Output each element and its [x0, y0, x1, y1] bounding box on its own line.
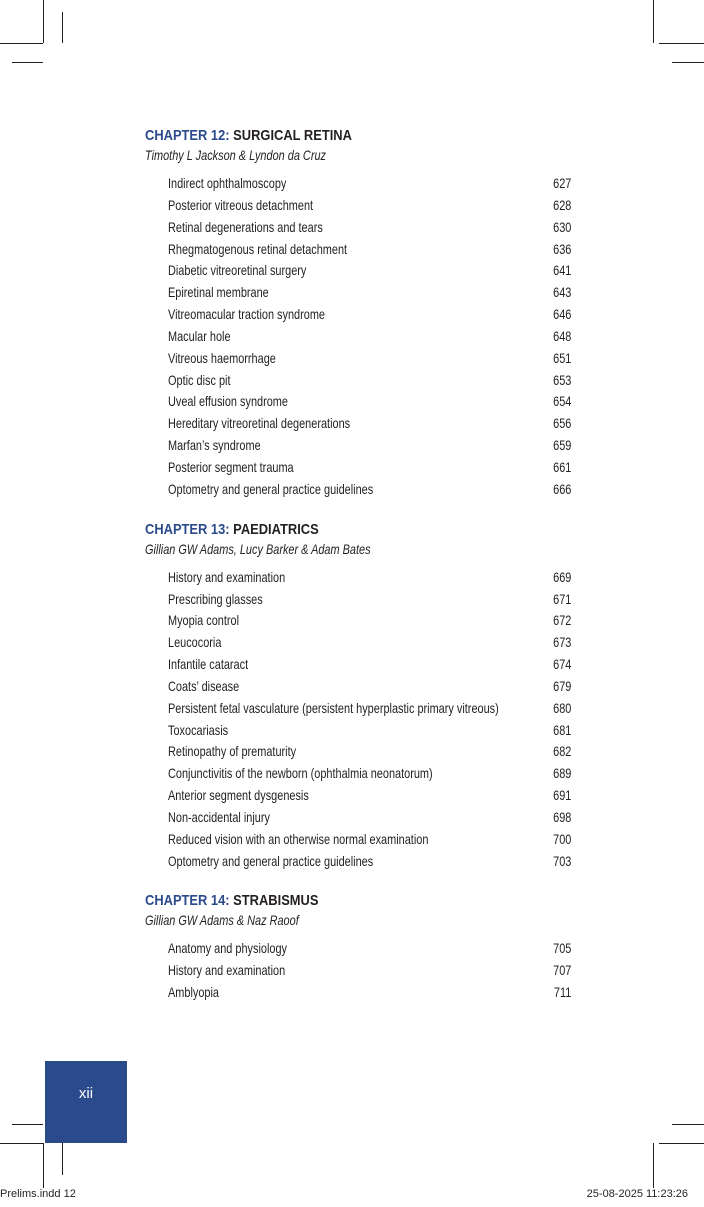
chapter-title: STRABISMUS	[233, 892, 319, 910]
chapter-title: PAEDIATRICS	[233, 520, 319, 538]
toc-entry-page: 627	[552, 175, 571, 191]
toc-entry	[145, 763, 571, 785]
toc-entry-title: Optometry and general practice guidelines	[168, 852, 374, 869]
toc-entry-page: 661	[552, 458, 571, 475]
toc-entry-page: 643	[552, 284, 571, 301]
chapter-section	[145, 521, 571, 873]
crop-mark	[43, 1143, 44, 1188]
toc-entry-title: Non-accidental injury	[168, 808, 270, 825]
crop-mark	[653, 1143, 654, 1188]
toc-entry-title: Conjunctivitis of the newborn (ophthalmia neonatorum)	[168, 765, 433, 782]
toc-entry-title: Posterior segment trauma	[168, 458, 294, 475]
page-number: xii	[78, 1085, 94, 1102]
toc-entry	[145, 217, 571, 239]
chapter-number: CHAPTER 13:	[145, 520, 230, 538]
toc-entry-page: 653	[552, 371, 571, 388]
toc-entry	[145, 654, 571, 676]
toc-entry-title: Toxocariasis	[168, 721, 229, 738]
crop-mark	[43, 0, 44, 43]
toc-entry-title: Myopia control	[168, 612, 240, 629]
toc-entry	[145, 785, 571, 807]
toc-entry	[145, 391, 571, 413]
toc-entry	[145, 173, 571, 195]
toc-entry-title: Rhegmatogenous retinal detachment	[168, 240, 348, 257]
toc-entry-title: History and examination	[168, 962, 286, 979]
crop-mark	[653, 0, 654, 43]
toc-entry-page: 673	[552, 634, 571, 651]
toc-list	[145, 173, 571, 501]
toc-entry	[145, 413, 571, 435]
toc-entry	[145, 239, 571, 261]
toc-list	[145, 938, 571, 1004]
toc-entry	[145, 260, 571, 282]
chapter-authors: Gillian GW Adams, Lucy Barker & Adam Bates	[145, 540, 371, 557]
chapter-authors: Gillian GW Adams & Naz Raoof	[145, 912, 299, 929]
crop-mark	[12, 1124, 43, 1125]
toc-entry-title: Anterior segment dysgenesis	[168, 787, 309, 804]
toc-entry-page: 703	[552, 852, 571, 869]
toc-entry-page: 711	[553, 984, 571, 1001]
toc-entry-title: Indirect ophthalmoscopy	[168, 175, 287, 191]
toc-entry	[145, 741, 571, 763]
toc-entry-title: Retinopathy of prematurity	[168, 743, 297, 760]
toc-entry-page: 666	[552, 480, 571, 497]
toc-entry	[145, 348, 571, 370]
toc-entry-title: Reduced vision with an otherwise normal examination	[168, 830, 429, 847]
page-number-tab	[45, 1061, 127, 1143]
toc-entry-page: 656	[552, 415, 571, 432]
toc-entry-title: Vitreous haemorrhage	[168, 349, 276, 366]
toc-entry-title: Leucocoria	[168, 634, 222, 651]
toc-entry-page: 682	[552, 743, 571, 760]
toc-entry-title: Prescribing glasses	[168, 590, 263, 607]
crop-mark	[672, 62, 704, 63]
chapter-heading	[145, 127, 511, 145]
toc-entry-page: 674	[552, 656, 571, 673]
toc-entry-title: Optic disc pit	[168, 371, 231, 388]
toc-entry	[145, 632, 571, 654]
toc-entry	[145, 807, 571, 829]
toc-entry-title: Retinal degenerations and tears	[168, 218, 323, 235]
toc-entry-page: 630	[552, 218, 571, 235]
toc-entry	[145, 960, 571, 982]
toc-entry-page: 648	[552, 327, 571, 344]
crop-mark	[12, 62, 43, 63]
toc-entry-page: 700	[552, 830, 571, 847]
crop-mark	[62, 1143, 63, 1175]
crop-mark	[0, 1143, 43, 1144]
chapter-heading	[145, 521, 511, 539]
toc-entry-title: Anatomy and physiology	[168, 940, 287, 957]
toc-entry	[145, 195, 571, 217]
toc-entry-page: 689	[552, 765, 571, 782]
crop-mark	[659, 43, 704, 44]
toc-entry	[145, 479, 571, 501]
toc-entry	[145, 982, 571, 1004]
chapter-heading	[145, 892, 511, 910]
toc-entry-page: 672	[552, 612, 571, 629]
toc-entry	[145, 676, 571, 698]
toc-entry	[145, 829, 571, 851]
toc-entry-title: Diabetic vitreoretinal surgery	[168, 262, 307, 279]
toc-entry	[145, 370, 571, 392]
toc-entry-page: 651	[552, 349, 571, 366]
toc-entry-title: Marfan’s syndrome	[168, 437, 261, 454]
toc-entry	[145, 610, 571, 632]
toc-entry	[145, 567, 571, 589]
toc-entry	[145, 304, 571, 326]
toc-entry	[145, 851, 571, 873]
toc-entry-title: Infantile cataract	[168, 656, 249, 673]
crop-mark	[62, 12, 63, 43]
toc-entry-title: Hereditary vitreoretinal degenerations	[168, 415, 351, 432]
toc-entry-title: Persistent fetal vasculature (persistent hyperplastic primary vitreous)	[168, 699, 499, 716]
slug-timestamp: 25-08-2025 11:23:26	[586, 1188, 688, 1200]
toc-entry-title: History and examination	[168, 568, 286, 585]
toc-entry-page: 691	[552, 787, 571, 804]
toc-entry	[145, 698, 571, 720]
toc-list	[145, 567, 571, 873]
toc-entry-page: 669	[552, 568, 571, 585]
crop-mark	[672, 1124, 704, 1125]
crop-mark	[0, 43, 43, 44]
toc-entry-title: Macular hole	[168, 327, 231, 344]
chapter-number: CHAPTER 14:	[145, 892, 230, 910]
toc-entry-title: Coats’ disease	[168, 677, 240, 694]
toc-entry-page: 680	[552, 699, 571, 716]
chapter-title: SURGICAL RETINA	[233, 127, 352, 144]
toc-entry	[145, 457, 571, 479]
toc-entry-page: 681	[552, 721, 571, 738]
crop-mark	[659, 1143, 704, 1144]
toc-entry-page: 654	[552, 393, 571, 410]
toc-entry	[145, 435, 571, 457]
toc-entry	[145, 589, 571, 611]
toc-entry-title: Optometry and general practice guidelines	[168, 480, 374, 497]
toc-entry-page: 679	[552, 677, 571, 694]
toc-entry	[145, 938, 571, 960]
toc-entry-page: 659	[552, 437, 571, 454]
toc-entry-title: Vitreomacular traction syndrome	[168, 306, 325, 323]
toc-entry-title: Amblyopia	[168, 984, 219, 1001]
toc-entry-page: 641	[552, 262, 571, 279]
chapter-authors: Timothy L Jackson & Lyndon da Cruz	[145, 147, 326, 163]
toc-entry-page: 698	[552, 808, 571, 825]
toc-entry-page: 705	[552, 940, 571, 957]
slug-file: Prelims.indd 12	[0, 1188, 76, 1200]
toc-entry-page: 628	[552, 196, 571, 213]
toc-entry-page: 636	[552, 240, 571, 257]
toc-entry	[145, 720, 571, 742]
toc-entry	[145, 282, 571, 304]
toc-entry-page: 671	[552, 590, 571, 607]
toc-entry-title: Posterior vitreous detachment	[168, 196, 314, 213]
chapter-section	[145, 892, 571, 1004]
chapter-section	[145, 127, 571, 501]
toc-entry	[145, 326, 571, 348]
toc-entry-title: Uveal effusion syndrome	[168, 393, 288, 410]
table-of-contents	[145, 127, 571, 1024]
toc-entry-title: Epiretinal membrane	[168, 284, 269, 301]
toc-entry-page: 707	[552, 962, 571, 979]
chapter-number: CHAPTER 12:	[145, 127, 230, 144]
toc-entry-page: 646	[552, 306, 571, 323]
